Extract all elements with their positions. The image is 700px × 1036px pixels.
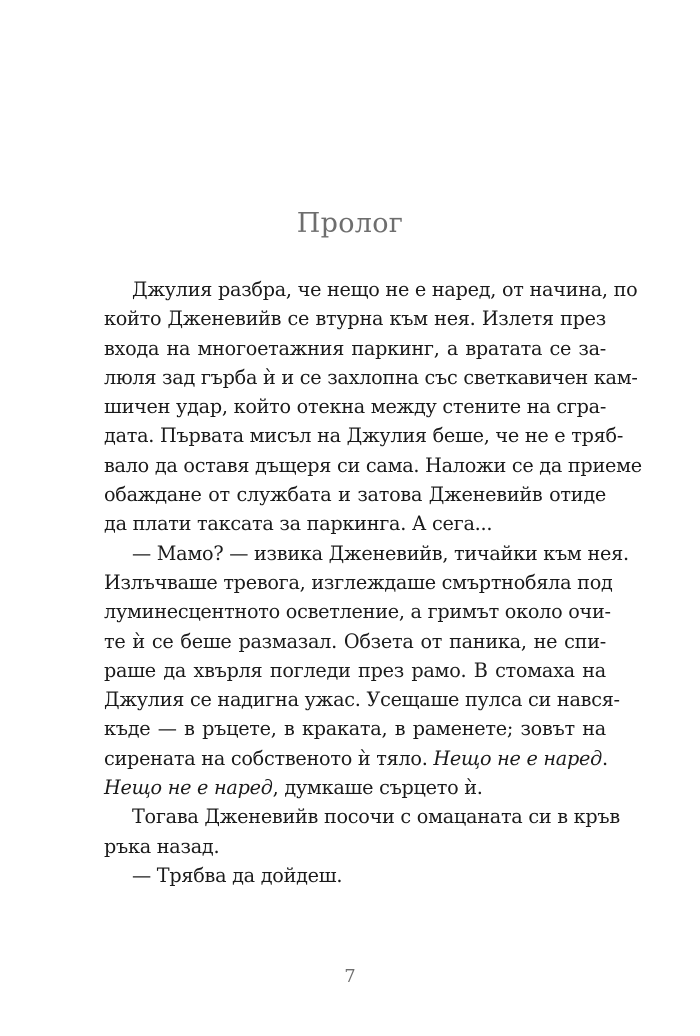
- text-line: входа на многоетажния паркинг, а вратата се за-: [104, 336, 606, 360]
- text-line: Излъчваше тревога, изглеждаше смъртнобяла под: [104, 570, 613, 594]
- text-line: който Дженевийв се втурна към нея. Излетя през: [104, 307, 606, 331]
- text-line: те ѝ се беше размазал. Обзета от паника, не спи-: [104, 629, 606, 653]
- text-line: Джулия се надигна ужас. Усещаше пулса си нався-: [104, 688, 620, 712]
- text-line: Тогава Дженевийв посочи с омацаната си в кръв: [132, 805, 620, 829]
- body-text: [104, 275, 642, 890]
- text-line: луминесцентното осветление, а гримът около очи-: [104, 600, 611, 624]
- text-line: дата. Първата мисъл на Джулия беше, че не е тряб-: [104, 424, 624, 448]
- italic-text: Нещо не е наред: [433, 746, 603, 770]
- text-line: вало да оставя дъщеря си сама. Наложи се да приеме: [104, 453, 642, 477]
- text-line: шичен удар, който отекна между стените на сгра-: [104, 395, 607, 419]
- text-run: .: [602, 746, 608, 770]
- text-line: обаждане от службата и затова Дженевийв отиде: [104, 483, 606, 507]
- text-line: [104, 744, 606, 773]
- text-run: , думкаше сърцето ѝ.: [272, 776, 483, 800]
- text-line: [104, 773, 606, 802]
- text-line: раше да хвърля погледи през рамо. В стомаха на: [104, 658, 606, 682]
- text-run: сирената на собственото ѝ тяло.: [104, 746, 434, 770]
- page-number: 7: [344, 966, 356, 987]
- text-line: ръка назад.: [104, 834, 220, 858]
- chapter-title: Пролог: [296, 208, 404, 239]
- text-line: — Трябва да дойдеш.: [132, 863, 343, 887]
- text-line: Джулия разбра, че нещо не е наред, от начина, по: [132, 278, 638, 301]
- text-line: люля зад гърба ѝ и се захлопна със светкавичен кам-: [104, 365, 638, 389]
- text-line: да плати таксата за паркинга. А сега...: [104, 512, 493, 536]
- text-line: — Мамо? — извика Дженевийв, тичайки към нея.: [132, 541, 629, 565]
- text-line: къде — в ръцете, в краката, в раменете; зовът на: [104, 717, 606, 741]
- italic-text: Нещо не е наред: [104, 776, 273, 800]
